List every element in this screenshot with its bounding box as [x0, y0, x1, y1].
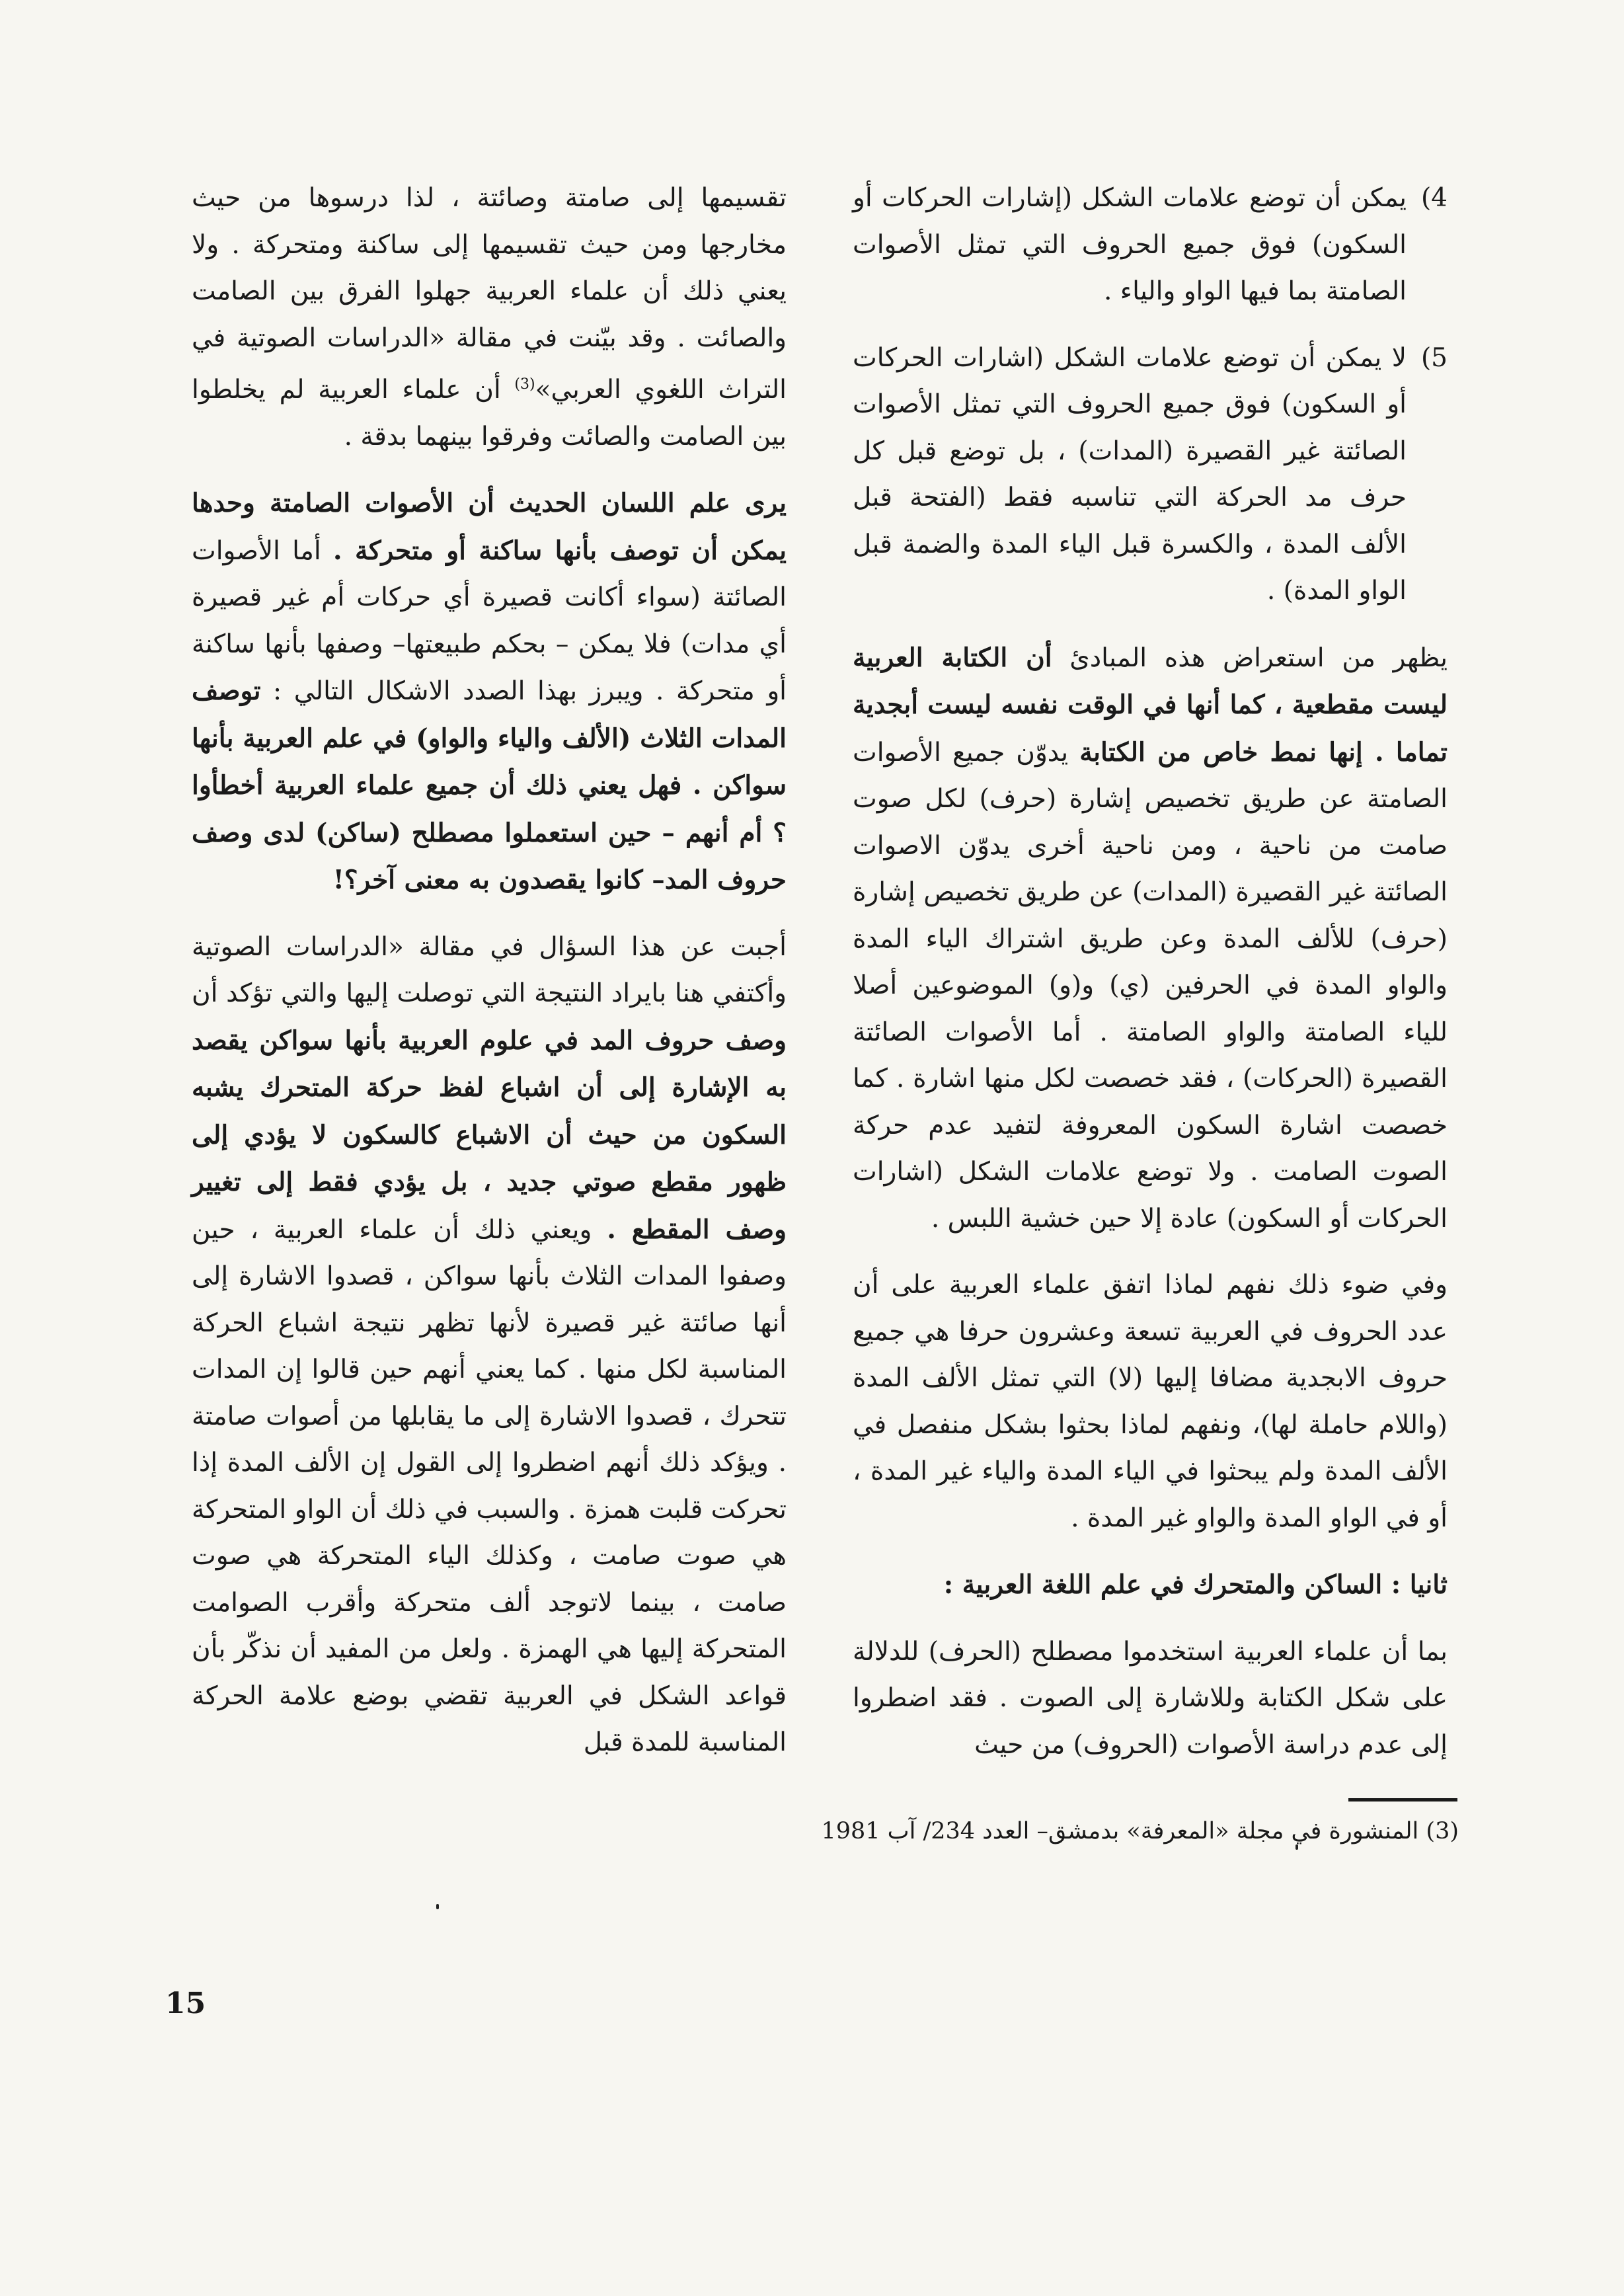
footnote-divider: [1348, 1798, 1457, 1801]
scan-speck: [1295, 1844, 1298, 1850]
body-paragraph: بما أن علماء العربية استخدموا مصطلح (الحرف) للدلالة على شكل الكتابة وللاشارة إلى الصوت . فقد اضطروا إلى عدم دراسة الأصوات (الحروف) من حيث: [853, 1636, 1448, 1760]
left-column: [192, 175, 787, 1766]
body-paragraph: يرى علم اللسان الحديث أن الأصوات الصامتة وحدها يمكن أن توصف بأنها ساكنة أو متحركة . أما الأصوات الصائتة (سواء أكانت قصيرة أي حركات أم غير قصيرة أي مدات) فلا يمكن – بحكم طبيعتها– وصفها بأنها ساكنة أو متحركة . ويبرز بهذا الصدد الاشكال التالي : توصف المدات الثلاث (الألف والياء والواو) في علم العربية بأنها سواكن . فهل يعني ذلك أن جميع علماء العربية أخطأوا ؟ أم أنهم – حين استعملوا مصطلح (ساكن) لدى وصف حروف المد– كانوا يقصدون به معنى آخر؟!: [192, 488, 787, 895]
list-item-5: [853, 335, 1448, 615]
body-paragraph: يظهر من استعراض هذه المبادئ أن الكتابة العربية ليست مقطعية ، كما أنها في الوقت نفسه ليست أبجدية تماما . إنها نمط خاص من الكتابة يدوّن جميع الأصوات الصامتة عن طريق تخصيص إشارة (حرف) لكل صوت صامت من ناحية ، ومن ناحية أخرى يدوّن الاصوات الصائتة غير القصيرة (المدات) عن طريق تخصيص إشارة (حرف) للألف المدة وعن طريق اشتراك الياء المدة والواو المدة في الحرفين (ي) و(و) الموضوعين أصلا للياء الصامتة والواو الصامتة . أما الأصوات الصائتة القصيرة (الحركات) ، فقد خصصت لكل منها اشارة . كما خصصت اشارة السكون المعروفة لتفيد عدم حركة الصوت الصامت . ولا توضع علامات الشكل (اشارات الحركات أو السكون) عادة إلا حين خشية اللبس .: [853, 642, 1448, 1234]
page-number: 15: [165, 1987, 206, 2020]
footnote-reference: (3): [514, 376, 535, 393]
footnote: (3) المنشورة في مجلة «المعرفة» بدمشق– العدد 234/ آب 1981: [821, 1818, 1459, 1844]
right-column: [853, 175, 1448, 1768]
body-paragraph: أجبت عن هذا السؤال في مقالة «الدراسات الصوتية وأكتفي هنا بايراد النتيجة التي توصلت إليها والتي تؤكد أن وصف حروف المد في علوم العربية بأنها سواكن يقصد به الإشارة إلى أن اشباع لفظ حركة المتحرك يشبه السكون من حيث أن الاشباع كالسكون لا يؤدي إلى ظهور مقطع صوتي جديد ، بل يؤدي فقط إلى تغيير وصف المقطع . ويعني ذلك أن علماء العربية ، حين وصفوا المدات الثلاث بأنها سواكن ، قصدوا الاشارة إلى أنها صائتة غير قصيرة لأنها تظهر نتيجة اشباع الحركة المناسبة لكل منها . كما يعني أنهم حين قالوا إن المدات تتحرك ، قصدوا الاشارة إلى ما يقابلها من أصوات صامتة . ويؤكد ذلك أنهم اضطروا إلى القول إن الألف المدة إذا تحركت قلبت همزة . والسبب في ذلك أن الواو المتحركة هي صوت صامت ، وكذلك الياء المتحركة هي صوت صامت ، بينما لاتوجد ألف متحركة وأقرب الصوامت المتحركة إليها هي الهمزة . ولعل من المفيد أن نذكّر بأن قواعد الشكل في العربية تقضي بوضع علامة الحركة المناسبة للمدة قبل: [192, 931, 787, 1757]
item-text: يمكن أن توضع علامات الشكل (إشارات الحركات أو السكون) فوق جميع الحروف التي تمثل الأصوات الصامتة بما فيها الواو والياء .: [853, 183, 1407, 306]
body-paragraph: وفي ضوء ذلك نفهم لماذا اتفق علماء العربية على أن عدد الحروف في العربية تسعة وعشرون حرفا هي جميع حروف الابجدية مضافا إليها (لا) التي تمثل الألف المدة (واللام حاملة لها)، ونفهم لماذا بحثوا بشكل منفصل في الألف المدة ولم يبحثوا في الياء المدة والياء غير المدة ، أو في الواو المدة والواو غير المدة .: [853, 1270, 1448, 1533]
section-heading: ثانيا : الساكن والمتحرك في علم اللغة العربية :: [943, 1569, 1448, 1600]
list-item-4: [853, 175, 1448, 315]
item-number: 5): [1420, 342, 1448, 373]
item-text: لا يمكن أن توضع علامات الشكل (اشارات الحركات أو السكون) فوق جميع الحروف التي تمثل الأصوات الصائتة غير القصيرة (المدات) ، بل توضع قبل كل حرف مد الحركة التي تناسبه فقط (الفتحة قبل الألف المدة ، والكسرة قبل الياء المدة والضمة قبل الواو المدة) .: [853, 342, 1407, 606]
body-paragraph: تقسيمها إلى صامتة وصائتة ، لذا درسوها من حيث مخارجها ومن حيث تقسيمها إلى ساكنة ومتحركة . ولا يعني ذلك أن علماء العربية جهلوا الفرق بين الصامت والصائت . وقد بيّنت في مقالة «الدراسات الصوتية في التراث اللغوي العربي»$^{(3)}$ أن علماء العربية لم يخلطوا بين الصامت والصائت وفرقوا بينهما بدقة .: [192, 183, 787, 452]
scan-speck: [436, 1904, 439, 1909]
item-number: 4): [1420, 183, 1448, 213]
